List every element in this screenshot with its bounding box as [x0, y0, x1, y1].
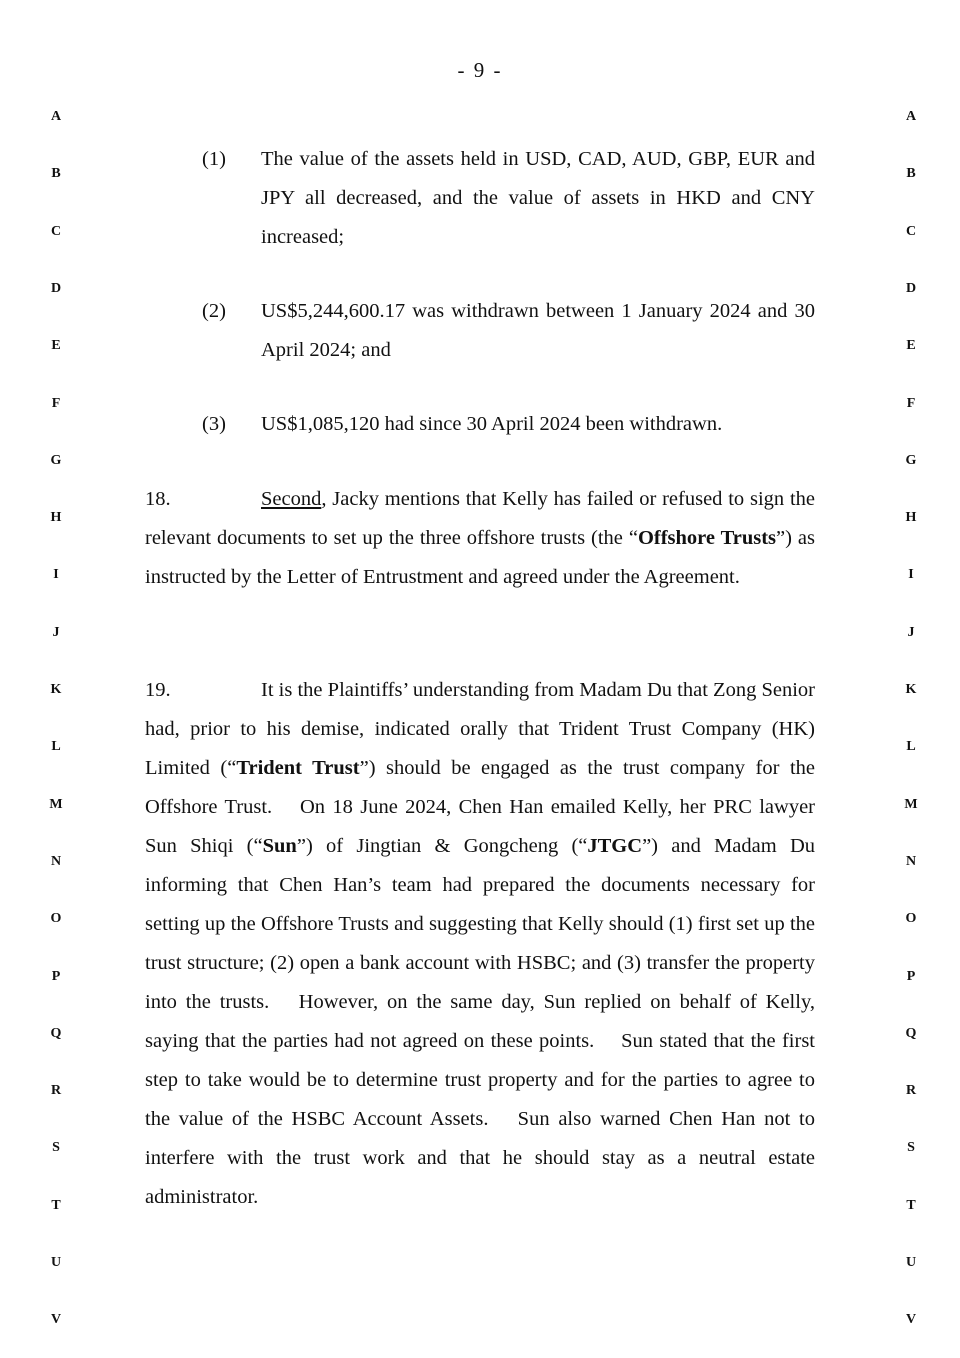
margin-letter-right: D	[905, 280, 917, 296]
margin-letter-right: N	[905, 853, 917, 869]
margin-letter-left: Q	[50, 1025, 62, 1041]
sub-item-text: The value of the assets held in USD, CAD, AUD, GBP, EUR and JPY all decreased, and the value of assets in HKD and CNY increased;	[261, 148, 815, 248]
paragraph-19	[145, 671, 815, 1217]
margin-letter-left: I	[53, 567, 59, 583]
margin-letter-right: R	[905, 1083, 917, 1099]
sub-item-text: US$5,244,600.17 was withdrawn between 1 January 2024 and 30 April 2024; and	[261, 300, 815, 361]
paragraph-number: 19.	[145, 679, 171, 701]
margin-letter-right: T	[906, 1197, 916, 1213]
margin-letter-left: N	[50, 853, 62, 869]
margin-letter-left: L	[51, 739, 61, 755]
margin-letter-right: F	[906, 395, 916, 411]
margin-letter-left: U	[50, 1255, 62, 1270]
margin-letter-right: Q	[905, 1025, 917, 1041]
paragraph-text: ”) should be engaged as the trust company for the Offshore Trust. On 18 June 2024, Chen Han emailed Kelly, her PRC lawyer Sun Shiqi (“	[145, 757, 815, 857]
margin-letter-left: C	[50, 223, 62, 239]
paragraph-18	[145, 480, 815, 597]
paragraph-text: ”) and Madam Du informing that Chen Han’s team had prepared the documents necessary for setting up the Offshore Trusts and suggesting that Kelly should (1) first set up the trust structure; (2) open a bank account with HSBC; and (3) transfer the property into the trusts. However, on the same day, Sun replied on behalf of Kelly, saying that the parties had not agreed on these points. Sun stated that the first step to take would be to determine trust property and for the parties to agree to the value of the HSBC Account Assets. Sun also warned Chen Han not to interfere with the trust work and that he should stay as a neutral estate administrator.	[145, 835, 816, 1208]
margin-letter-left: A	[50, 109, 62, 124]
paragraph-number: 18.	[145, 488, 171, 510]
margin-letter-left: P	[51, 968, 61, 984]
defined-term: Offshore Trusts	[637, 527, 777, 549]
margin-letter-left: M	[49, 796, 63, 812]
margin-letter-right: P	[906, 968, 916, 984]
margin-letter-left: H	[50, 510, 62, 526]
sub-item-3	[202, 405, 815, 444]
margin-letter-right: U	[905, 1255, 917, 1270]
sub-item-number: (2)	[202, 300, 226, 322]
margin-letter-left: F	[51, 395, 61, 411]
margin-letter-right: E	[906, 338, 916, 354]
paragraph-text: It is the Plaintiffs’ understanding from Madam Du that Zong Senior had, prior to his demise, indicated orally that Trident Trust Company (HK) Limited (“	[145, 679, 815, 779]
margin-letter-left: J	[52, 624, 60, 640]
paragraph-text: ”) of Jingtian & Gongcheng (“	[296, 835, 588, 857]
sub-item-1	[202, 140, 815, 257]
margin-letter-left: R	[50, 1083, 62, 1099]
margin-letter-left: K	[50, 682, 62, 697]
sub-item-2	[202, 292, 815, 370]
margin-letter-right: J	[907, 624, 915, 640]
sub-item-text: US$1,085,120 had since 30 April 2024 been withdrawn.	[261, 413, 723, 435]
margin-letter-right: G	[905, 452, 917, 468]
margin-letter-right: L	[906, 739, 916, 755]
margin-letter-left: B	[51, 166, 61, 182]
margin-letter-left: O	[50, 911, 62, 927]
margin-letter-left: S	[52, 1140, 60, 1156]
margin-letter-left: G	[50, 452, 62, 468]
sub-item-number: (3)	[202, 413, 226, 435]
margin-letter-left: E	[51, 338, 61, 354]
paragraph-text: , Jacky mentions that Kelly has failed or refused to sign the relevant documents to set up the three offshore trusts (the “	[145, 488, 815, 549]
margin-letter-right: V	[905, 1312, 917, 1328]
margin-letter-left: T	[51, 1197, 61, 1213]
defined-term: JTGC	[587, 835, 643, 857]
margin-letter-right: K	[905, 682, 917, 697]
defined-term: Trident Trust	[236, 757, 360, 779]
defined-term: Sun	[262, 835, 297, 857]
margin-letter-right: H	[905, 510, 917, 526]
page-number: - 9 -	[457, 58, 503, 82]
margin-letter-right: A	[905, 109, 917, 124]
margin-letter-left: V	[50, 1312, 62, 1328]
margin-letter-right: C	[905, 223, 917, 239]
margin-letter-right: O	[905, 911, 917, 927]
sub-item-number: (1)	[202, 148, 226, 170]
paragraph-lead-word: Second	[261, 488, 322, 510]
paragraph-text: ”) as instructed by the Letter of Entrustment and agreed under the Agreement.	[145, 527, 815, 588]
margin-letter-right: I	[908, 567, 914, 583]
margin-letter-left: D	[50, 280, 62, 296]
margin-letter-right: B	[906, 166, 916, 182]
margin-letter-right: M	[904, 796, 918, 812]
margin-letter-right: S	[907, 1140, 915, 1156]
